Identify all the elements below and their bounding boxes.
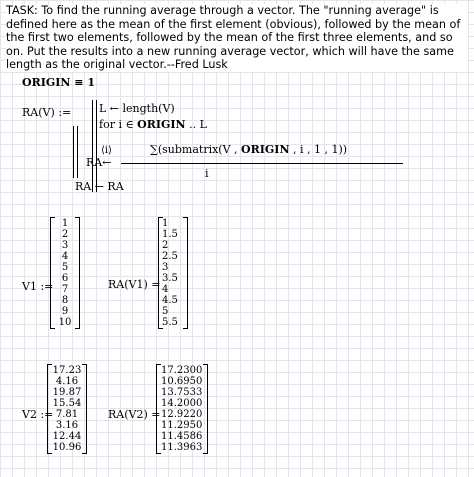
v2-element: 10.96 <box>52 442 82 453</box>
ra-v2-result <box>156 364 208 454</box>
origin-statement[interactable] <box>22 76 95 89</box>
ra-v2-label[interactable]: RA(V2) = <box>108 408 161 421</box>
for-text: for i ∈ <box>99 118 138 131</box>
v1-element: 3 <box>61 240 69 251</box>
v2-element: 12.44 <box>52 431 82 442</box>
ra-v1-element: 5.5 <box>162 317 178 328</box>
task-description: TASK: To find the running average through a vector. The "running average" is defined here as the mean of the first element (obvious), followed by the mean of the first two elements, followed by the mean of the first three elements, and so on. Put the results into a new running average vector, which will have the same length as the original vector.--Fred Lusk <box>6 4 468 72</box>
program-line-return[interactable]: RA ← RA <box>75 180 124 193</box>
loop-bar-outer <box>73 126 74 178</box>
v2-element: 17.23 <box>52 365 82 376</box>
v2-element: 7.81 <box>55 409 79 420</box>
ra-v1-element: 1 <box>162 218 169 229</box>
v1-vector[interactable] <box>50 217 80 329</box>
ra-v2-element: 11.2950 <box>161 420 203 431</box>
sum-origin: ORIGIN <box>241 143 290 156</box>
ra-v2-element: 13.7533 <box>161 387 203 398</box>
ra-v2-element: 10.6950 <box>161 376 203 387</box>
loop-bar-inner <box>77 126 78 178</box>
v2-element: 3.16 <box>55 420 79 431</box>
function-definition-lhs[interactable]: RA(V) := <box>22 106 72 119</box>
ra-v1-element: 3.5 <box>162 273 178 284</box>
ra-var: RA <box>86 156 103 169</box>
column-superscript: ⟨i⟩ <box>101 145 113 156</box>
program-line-length[interactable]: L ← length(V) <box>99 102 175 115</box>
v1-element: 8 <box>61 295 69 306</box>
sum-text-c: , i , 1 , 1)) <box>289 143 348 156</box>
program-bar-outer <box>92 100 93 192</box>
ra-v2-element: 17.2300 <box>161 365 203 376</box>
ra-v1-element: 3 <box>162 262 169 273</box>
ra-v2-element: 14.2000 <box>161 398 203 409</box>
v1-element: 7 <box>61 284 69 295</box>
program-line-for[interactable] <box>99 118 207 131</box>
ra-v1-element: 2 <box>162 240 169 251</box>
v1-element: 6 <box>61 273 69 284</box>
v1-element: 5 <box>61 262 69 273</box>
v2-element: 15.54 <box>52 398 82 409</box>
ra-assignment[interactable] <box>86 156 111 169</box>
ra-arrow: ← <box>102 156 112 169</box>
sum-denominator[interactable]: i <box>205 167 209 180</box>
v1-element: 10 <box>58 317 72 328</box>
ra-v1-element: 4 <box>162 284 169 295</box>
v1-element: 9 <box>61 306 69 317</box>
sum-numerator[interactable] <box>150 143 347 156</box>
origin-text: ORIGIN ≡ 1 <box>22 76 95 89</box>
ra-v1-result <box>158 217 188 329</box>
v2-element: 4.16 <box>55 376 79 387</box>
v2-label[interactable]: V2 := <box>22 408 54 421</box>
ra-v2-element: 12.9220 <box>161 409 203 420</box>
fraction-bar <box>121 163 403 164</box>
ra-v1-element: 4.5 <box>162 295 178 306</box>
v1-label[interactable]: V1 := <box>22 280 54 293</box>
ra-v2-element: 11.4586 <box>161 431 203 442</box>
v2-vector[interactable] <box>47 364 87 454</box>
ra-v1-element: 1.5 <box>162 229 178 240</box>
ra-v1-element: 2.5 <box>162 251 178 262</box>
ra-v1-element: 5 <box>162 306 169 317</box>
for-range: .. L <box>185 118 207 131</box>
program-bar-inner <box>96 100 97 192</box>
v1-element: 1 <box>61 218 69 229</box>
ra-v2-element: 11.3963 <box>161 442 203 453</box>
v1-element: 2 <box>61 229 69 240</box>
for-origin: ORIGIN <box>137 118 186 131</box>
v2-element: 19.87 <box>52 387 82 398</box>
ra-v1-label[interactable]: RA(V1) = <box>108 278 161 291</box>
v1-element: 4 <box>61 251 69 262</box>
sum-text-a: ∑(submatrix(V , <box>150 143 242 156</box>
